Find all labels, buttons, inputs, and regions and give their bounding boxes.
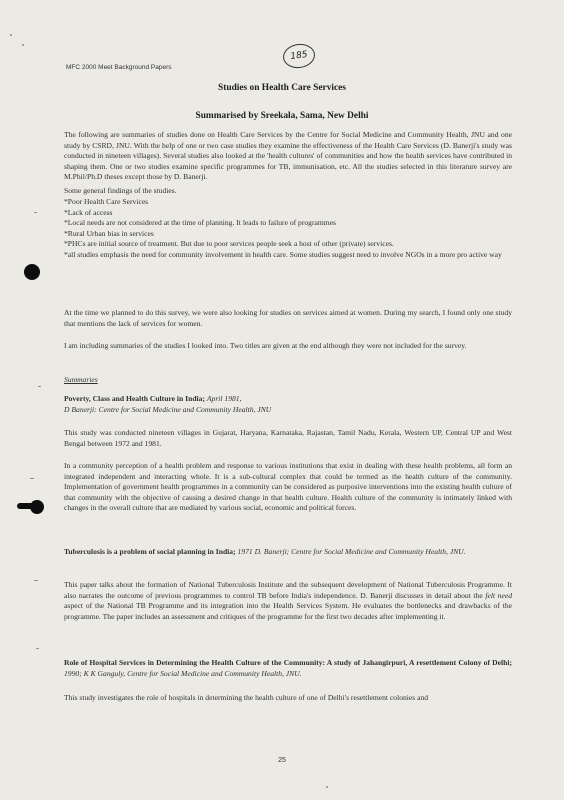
intro-paragraph <box>64 130 512 183</box>
document-subtitle: Summarised by Sreekala, Sama, New Delhi <box>195 111 369 121</box>
scan-speck <box>22 44 24 46</box>
women-services-paragraph: At the time we planned to do this survey, we were also looking for studies on services aimed at women. During my search, I found only one study that mentions the lack of services for women. <box>64 308 512 328</box>
page-stamp: 185 <box>281 42 316 70</box>
study3-heading <box>64 658 512 679</box>
finding-item: *Local needs are not considered at the time of planning. It leads to failure of programmes <box>64 218 337 228</box>
findings-heading: Some general findings of the studies. <box>64 186 177 195</box>
study3-paragraph: This study investigates the role of hospitals in determining the health culture of one of Delhi's resettlement colonies and <box>64 693 429 702</box>
scan-speck <box>36 648 39 649</box>
study2-text-a: This paper talks about the formation of National Tuberculosis Institute and the subsequent development of National Tuberculosis Programme. It also narrates the outcome of previous programmes to control TB before India's independence. D. Banerji discusses in detail about the <box>64 580 512 600</box>
study1-heading <box>64 394 512 405</box>
study3-author: 1990; K K Ganguly, Centre for Social Medicine and Community Health, JNU. <box>64 668 302 678</box>
study2-text-b: aspect of the National TB Programme and its integration into the Health Services System. He evaluates the bottlenecks and drawbacks of the programme. The paper includes an assessment and critiques of the programme for the first two decades after implementing it. <box>64 601 512 621</box>
scan-speck <box>34 212 37 213</box>
inclusion-paragraph: I am including summaries of the studies I looked into. Two titles are given at the end although they were not included for the survey. <box>64 341 467 350</box>
document-title: Studies on Health Care Services <box>218 83 346 93</box>
study3-title: Role of Hospital Services in Determining the Health Culture of the Community: A study of Jahangirpuri, A resettlement Colony of Delhi; <box>64 658 512 667</box>
punch-hole <box>24 264 40 280</box>
study2-title: Tuberculosis is a problem of social planning in India; <box>64 547 236 556</box>
study2-author: 1971 D. Banerji; Centre for Social Medicine and Community Health, JNU. <box>237 547 466 556</box>
scan-speck <box>10 34 12 36</box>
findings-list <box>64 197 512 261</box>
intro-text: The following are summaries of studies done on Health Care Services by the Centre for Social Medicine and Community Health, JNU and one study by CSRD, JNU. With the help of one or two case studies they examine the effectiveness of the Health Care Services (D. Banerji's study was conducted in nineteen villages). Several studies also looked at the 'health cultures' of communities and how the health services have contributed in shaping them. One or two studies examine specific programmes for TB, immunisation, etc. All the studies selected in this literature survey are M.Phil/Ph.D theses except those by D. Banerji. <box>64 130 512 182</box>
finding-item: *Lack of access <box>64 207 113 217</box>
punch-hole-mark <box>17 503 31 509</box>
punch-hole <box>30 500 44 514</box>
study1-paragraph-2: In a community perception of a health problem and response to various institutions that exist in dealing with these health problems, all form an integrated independent and interacting whole. It is a sub-cultural complex that could be termed as the health culture of the community. Implementation of government health programmes in a community can be considered as purposive interventions into the existing health culture of that community with the objective of causing a desired change in that health culture. Health culture of the community is intimately linked with changes in the overall culture that are mediated by various social, economic and political forces. <box>64 461 512 513</box>
finding-item: *PHCs are initial source of treatment. But due to poor services people seek a host of other (private) services. <box>64 239 394 249</box>
page-number: 25 <box>278 757 286 764</box>
study1-date: April 1981, <box>206 394 242 403</box>
study1-title: Poverty, Class and Health Culture in India; <box>64 394 205 403</box>
finding-item: *all studies emphasis the need for community involvement in health care. Some studies suggest need to involve NGOs in a more pro active way <box>64 249 502 259</box>
finding-item: *Poor Health Care Services <box>64 197 149 206</box>
scan-speck <box>326 786 328 788</box>
study2-paragraph <box>64 580 512 622</box>
scan-speck <box>38 386 41 387</box>
scan-speck <box>34 580 38 581</box>
summaries-heading: Summaries <box>64 375 98 384</box>
scan-speck <box>30 478 34 479</box>
study1-author: D Banerji: Centre for Social Medicine and Community Health, JNU <box>64 405 272 414</box>
study2-heading <box>64 547 512 558</box>
study2-emphasis: felt need <box>485 590 512 600</box>
study1-paragraph-1: This study was conducted nineteen villages in Gujarat, Haryana, Karnataka, Rajastan, Tamil Nadu, Kerala, Western UP, Central UP and West Bengal between 1972 and 1981. <box>64 428 512 448</box>
meeting-note: MFC 2000 Meet Background Papers <box>66 64 172 71</box>
finding-item: *Rural Urban bias in services <box>64 228 154 238</box>
